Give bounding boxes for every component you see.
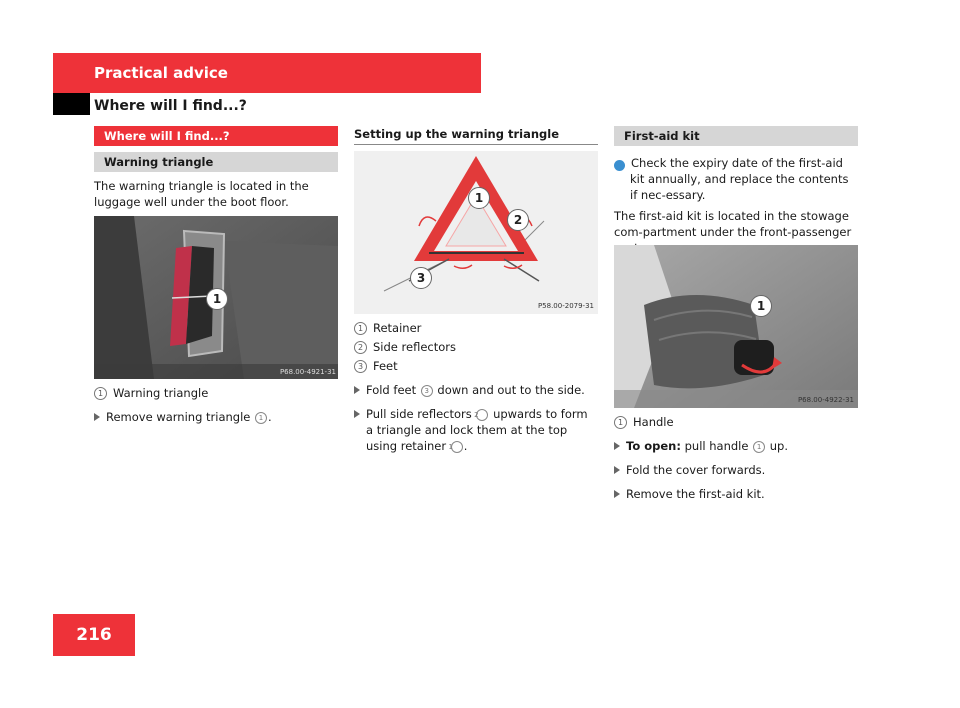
- legend-item: [614, 414, 858, 430]
- step-ref: 1: [451, 441, 463, 453]
- luggage-well-figure: [94, 216, 338, 379]
- step-ref: 2: [476, 409, 488, 421]
- callout-3: 3: [410, 267, 432, 289]
- step-text: Fold the cover forwards.: [626, 463, 766, 477]
- step-arrow-icon: [614, 490, 620, 498]
- step-remove-kit: [614, 486, 858, 502]
- section-title: Practical advice: [94, 64, 228, 82]
- legend-label: Side reflectors: [373, 340, 456, 354]
- col1-legend: [94, 385, 338, 425]
- info-text: Check the expiry date of the first-aid kit annually, and replace the contents if nec-essary.: [630, 156, 849, 202]
- step-ref: 1: [255, 412, 267, 424]
- step-fold-cover: [614, 462, 858, 478]
- red-heading: Where will I find...?: [94, 126, 338, 146]
- step-remove-triangle: [94, 409, 338, 425]
- step-text: upwards to form a triangle and lock them at the top using retainer: [366, 407, 588, 453]
- legend-number: 1: [354, 322, 367, 335]
- step-end: .: [463, 439, 468, 453]
- step-arrow-icon: [614, 466, 620, 474]
- step-text: Fold feet: [366, 383, 417, 397]
- col3-text: [614, 414, 858, 502]
- legend-number: 3: [354, 360, 367, 373]
- column-3: [609, 126, 858, 256]
- figure-code: P68.00-4922-31: [797, 396, 854, 404]
- step-open: [614, 438, 858, 454]
- grey-heading-first-aid: First-aid kit: [614, 126, 858, 146]
- first-aid-intro: The first-aid kit is located in the stowage com-partment under the front-passenger: [614, 209, 852, 239]
- step-bold: To open:: [626, 439, 681, 453]
- first-aid-figure: [614, 245, 858, 408]
- step-arrow-icon: [94, 413, 100, 421]
- callout-1: 1: [206, 288, 228, 310]
- column-1: [94, 126, 338, 210]
- legend-item: [354, 358, 598, 374]
- page-subtitle: Where will I find...?: [94, 98, 247, 114]
- figure-code: P68.00-4921-31: [279, 368, 336, 376]
- step-ref: 3: [421, 385, 433, 397]
- setup-heading: Setting up the warning triangle: [354, 127, 598, 145]
- callout-1: 1: [468, 187, 490, 209]
- step-arrow-icon: [614, 442, 620, 450]
- step-arrow-icon: [354, 386, 360, 394]
- legend-number: 2: [354, 341, 367, 354]
- page-number: 216: [53, 614, 135, 656]
- step-pull-reflectors: [354, 406, 598, 454]
- step-text: Pull side reflectors: [366, 407, 472, 421]
- legend-label: Handle: [633, 415, 674, 429]
- step-ref: 1: [753, 441, 765, 453]
- legend-item: [94, 385, 338, 401]
- legend-label: Feet: [373, 359, 398, 373]
- step-text: Remove the first-aid kit.: [626, 487, 765, 501]
- legend-item: [354, 339, 598, 355]
- legend-item: [354, 320, 598, 336]
- step-arrow-icon: [354, 410, 360, 418]
- header-marker: [53, 93, 90, 115]
- legend-label: Warning triangle: [113, 386, 209, 400]
- triangle-setup-figure: [354, 151, 598, 314]
- col2-text: [354, 320, 598, 454]
- figure-code: P58.00-2079-31: [537, 302, 594, 310]
- warning-triangle-intro: The warning triangle is located in the luggage well under the boot floor.: [94, 179, 309, 209]
- step-text: up.: [769, 439, 789, 453]
- callout-2: 2: [507, 209, 529, 231]
- legend-number: 1: [614, 416, 627, 429]
- step-text: pull handle: [684, 439, 749, 453]
- grey-heading-warning-triangle: Warning triangle: [94, 152, 338, 172]
- step-end: .: [268, 410, 272, 424]
- step-text: Remove warning triangle: [106, 410, 251, 424]
- info-note: [609, 155, 858, 203]
- legend-label: Retainer: [373, 321, 422, 335]
- step-fold-feet: [354, 382, 598, 398]
- legend-number: 1: [94, 387, 107, 400]
- info-icon: i: [614, 160, 625, 171]
- step-text: down and out to the side.: [437, 383, 585, 397]
- callout-1: 1: [750, 295, 772, 317]
